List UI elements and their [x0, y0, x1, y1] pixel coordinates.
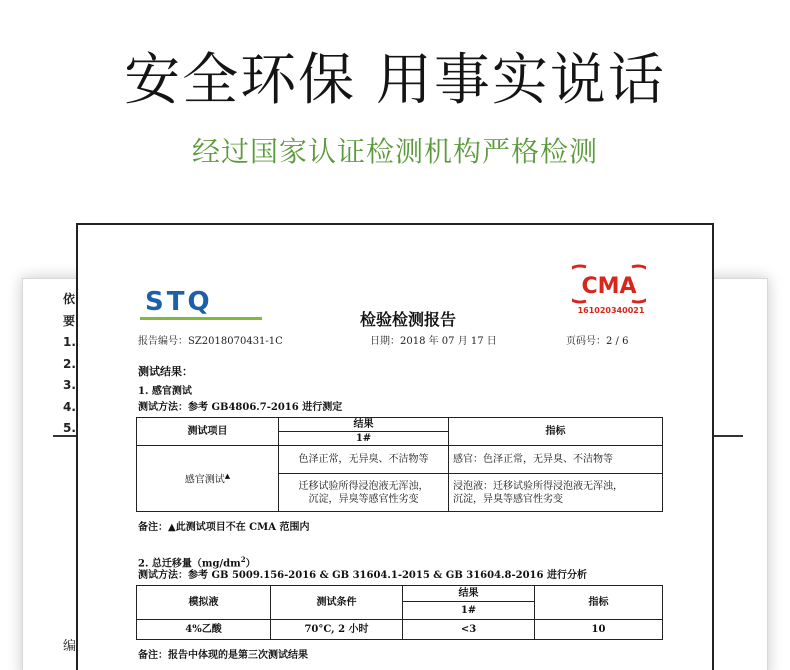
- section1-heading: 1. 感官测试: [138, 386, 192, 397]
- stq-logo: [145, 287, 255, 315]
- back-page-line: 要: [63, 313, 76, 328]
- result-cell-1: 色泽正常，无异臭、不洁物等: [279, 446, 449, 474]
- index-cell-2: 浸泡液：迁移试验所得浸泡液无浑浊， 沉淀，异臭等感官性劣变: [449, 474, 663, 512]
- report-date: 日期：2018 年 07 月 17 日: [370, 336, 497, 347]
- section1-note: 备注：▲此测试项目不在 CMA 范围内: [138, 522, 310, 533]
- result-cell-2: 迁移试验所得浸泡液无浑浊， 沉淀，异臭等感官性劣变: [279, 474, 449, 512]
- index-cell-1: 感官：色泽正常，无异臭、不洁物等: [449, 446, 663, 474]
- subtitle: 经过国家认证检测机构严格检测: [191, 135, 598, 168]
- col-header-simulant: 模拟液: [137, 586, 271, 620]
- col-header-index: 指标: [449, 418, 663, 446]
- back-page-line: 3.: [63, 378, 76, 392]
- cma-seal: [572, 263, 646, 305]
- row-label-sensory: 感官测试▲: [137, 446, 279, 512]
- logo-underline: [140, 317, 262, 320]
- index-cell: 10: [535, 620, 663, 640]
- col-header-result: 结果: [403, 586, 535, 602]
- back-page-line: 4.: [63, 399, 76, 414]
- section2-note: 备注：报告中体现的是第三次测试结果: [138, 650, 308, 661]
- back-page-line: 1.: [63, 335, 76, 349]
- simulant-cell: 4%乙酸: [137, 620, 271, 640]
- back-page-line: 5.: [63, 421, 76, 435]
- col-header-sample: 1#: [403, 602, 535, 620]
- test-report-page: [76, 223, 714, 670]
- page-number: 页码号：2 / 6: [566, 336, 629, 347]
- section2-heading: 2. 总迁移量$(mg/dm^2)$: [138, 555, 256, 570]
- col-header-index: 指标: [535, 586, 663, 620]
- back-page-line: 依: [63, 292, 76, 306]
- back-page-bottom-text: 编: [63, 639, 77, 654]
- result-cell: <3: [403, 620, 535, 640]
- main-title: 安全环保 用事实说话: [124, 48, 666, 113]
- col-header-sample: 1#: [279, 432, 449, 446]
- col-header-item: 测试项目: [137, 418, 279, 446]
- condition-cell: 70°C, 2 小时: [271, 620, 403, 640]
- col-header-result: 结果: [279, 418, 449, 432]
- report-number: 报告编号：SZ2018070431-1C: [138, 336, 283, 347]
- svg-text:STQ: STQ: [145, 287, 213, 315]
- cma-code: 161020340021: [577, 306, 645, 315]
- section1-method: 测试方法：参考 GB4806.7-2016 进行测定: [138, 402, 343, 413]
- results-heading: 测试结果：: [138, 365, 193, 378]
- report-title: 检验检测报告: [359, 310, 456, 329]
- col-header-condition: 测试条件: [271, 586, 403, 620]
- migration-test-table: [136, 585, 663, 640]
- svg-text:CMA: CMA: [581, 274, 637, 299]
- section2-method: 测试方法：参考 GB 5009.156-2016 & GB 31604.1-2015 & GB 31604.8-2016 进行分析: [138, 570, 587, 581]
- back-page-line: 2.: [63, 356, 76, 371]
- sensory-test-table: [136, 417, 663, 512]
